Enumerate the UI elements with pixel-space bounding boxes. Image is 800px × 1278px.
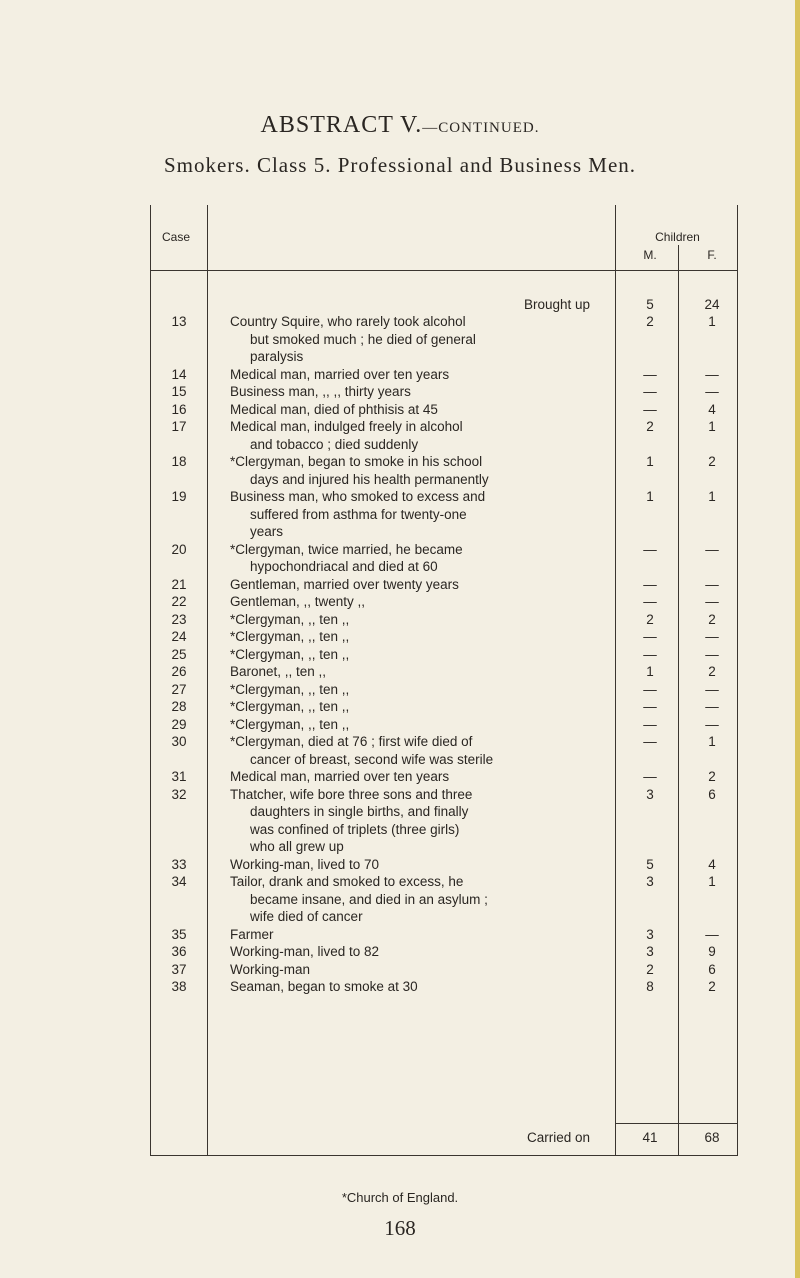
description-line: Baronet, ,, ten ,, xyxy=(230,664,327,679)
case-number: 25 xyxy=(171,646,187,662)
children-female: 1 xyxy=(708,734,716,749)
children-female: 2 xyxy=(708,769,716,784)
children-female: 2 xyxy=(708,454,716,469)
children-female: 4 xyxy=(708,401,716,417)
case-description xyxy=(230,593,600,611)
children-male: — xyxy=(643,541,657,557)
children-male: — xyxy=(643,769,657,784)
description-line: Working-man, lived to 70 xyxy=(230,856,380,872)
children-male: 3 xyxy=(646,874,654,889)
description-line: *Clergyman, died at 76 ; first wife died of xyxy=(230,734,473,749)
children-male: 1 xyxy=(646,489,654,504)
children-male: — xyxy=(643,681,657,697)
children-female: 6 xyxy=(708,961,716,977)
children-female: — xyxy=(705,681,719,697)
children-male: 3 xyxy=(646,926,654,942)
description-line: suffered from asthma for twenty-one xyxy=(250,506,467,522)
case-description xyxy=(230,576,600,594)
description-line: *Clergyman, ,, ten ,, xyxy=(230,681,350,697)
case-description xyxy=(230,646,600,664)
children-female: — xyxy=(705,366,719,382)
case-description xyxy=(230,541,600,576)
brought-up-f: 24 xyxy=(704,297,720,312)
description-line: cancer of breast, second wife was sterile xyxy=(250,751,494,767)
children-female: 1 xyxy=(708,419,716,434)
description-line: *Clergyman, ,, ten ,, xyxy=(230,629,350,644)
title-suffix: —CONTINUED. xyxy=(422,120,540,136)
case-description xyxy=(230,611,600,629)
case-number: 18 xyxy=(171,454,187,469)
case-number: 36 xyxy=(171,944,187,959)
header-case: Case xyxy=(162,230,191,244)
description-line: daughters in single births, and finally xyxy=(250,804,469,819)
description-line: paralysis xyxy=(250,349,304,364)
children-male: — xyxy=(643,716,657,732)
header-rule xyxy=(150,270,738,271)
case-description xyxy=(230,628,600,646)
children-female: — xyxy=(705,646,719,662)
case-description xyxy=(230,733,600,768)
case-description xyxy=(230,418,600,453)
description-line: Country Squire, who rarely took alcohol xyxy=(230,314,466,329)
carried-on-label: Carried on xyxy=(526,1130,590,1145)
children-female: 9 xyxy=(708,944,716,959)
case-number: 29 xyxy=(171,716,187,732)
description-line: *Clergyman, twice married, he became xyxy=(230,541,463,557)
header-children: Children xyxy=(655,230,700,244)
case-description xyxy=(230,681,600,699)
case-description xyxy=(230,943,600,961)
children-female: 2 xyxy=(708,979,716,994)
children-female: — xyxy=(705,716,719,732)
children-female: 1 xyxy=(708,314,716,329)
col-divider-children xyxy=(615,205,616,1155)
description-line: *Clergyman, ,, ten ,, xyxy=(230,716,350,732)
case-number: 37 xyxy=(171,961,187,977)
description-line: Gentleman, ,, twenty ,, xyxy=(230,594,366,609)
children-male: 3 xyxy=(646,786,654,802)
children-female: 1 xyxy=(708,874,716,889)
description-line: Working-man xyxy=(230,961,311,977)
table-bottom-rule xyxy=(150,1155,738,1156)
children-female: — xyxy=(705,699,719,714)
description-line: but smoked much ; he died of general xyxy=(250,331,476,347)
children-male: — xyxy=(643,366,657,382)
description-line: years xyxy=(250,524,284,539)
page-title xyxy=(0,112,800,139)
case-description xyxy=(230,453,600,488)
description-line: Business man, ,, ,, thirty years xyxy=(230,384,411,399)
case-description xyxy=(230,488,600,541)
case-description xyxy=(230,383,600,401)
description-line: Medical man, indulged freely in alcohol xyxy=(230,419,463,434)
case-number: 15 xyxy=(171,384,187,399)
case-number: 31 xyxy=(171,769,187,784)
case-number: 14 xyxy=(171,366,187,382)
children-male: 2 xyxy=(646,961,654,977)
case-description xyxy=(230,926,600,944)
description-line: *Clergyman, ,, ten ,, xyxy=(230,611,350,627)
children-female: — xyxy=(705,384,719,399)
case-description xyxy=(230,961,600,979)
carried-on-m: 41 xyxy=(642,1130,658,1145)
children-female: 2 xyxy=(708,664,716,679)
case-number: 16 xyxy=(171,401,187,417)
description-line: Gentleman, married over twenty years xyxy=(230,576,459,592)
description-line: Business man, who smoked to excess and xyxy=(230,489,486,504)
header-f: F. xyxy=(707,248,717,262)
children-male: 1 xyxy=(646,664,654,679)
case-number: 13 xyxy=(171,314,187,329)
description-line: Seaman, began to smoke at 30 xyxy=(230,979,418,994)
footnote: *Church of England. xyxy=(341,1190,459,1205)
description-line: Medical man, died of phthisis at 45 xyxy=(230,401,438,417)
case-description xyxy=(230,366,600,384)
children-male: 3 xyxy=(646,944,654,959)
case-number: 20 xyxy=(171,541,187,557)
description-line: days and injured his health permanently xyxy=(250,471,489,487)
description-line: wife died of cancer xyxy=(250,909,363,924)
children-male: 1 xyxy=(646,454,654,469)
children-female: 1 xyxy=(708,489,716,504)
children-male: — xyxy=(643,401,657,417)
children-female: 4 xyxy=(708,856,716,872)
case-number: 30 xyxy=(171,734,187,749)
children-female: 2 xyxy=(708,611,716,627)
children-male: — xyxy=(643,594,657,609)
case-description xyxy=(230,786,600,856)
children-female: — xyxy=(705,926,719,942)
page-number: 168 xyxy=(384,1216,416,1240)
brought-up-m: 5 xyxy=(646,297,654,312)
children-female: — xyxy=(705,541,719,557)
title-main: ABSTRACT V. xyxy=(260,112,423,138)
case-number: 23 xyxy=(171,611,187,627)
case-description xyxy=(230,978,600,996)
children-female: — xyxy=(705,594,719,609)
children-male: — xyxy=(643,646,657,662)
description-line: hypochondriacal and died at 60 xyxy=(250,559,438,574)
case-number: 22 xyxy=(171,594,187,609)
case-number: 19 xyxy=(171,489,187,504)
children-male: 8 xyxy=(646,979,654,994)
page-edge xyxy=(795,0,800,1278)
description-line: was confined of triplets (three girls) xyxy=(250,821,460,837)
case-number: 38 xyxy=(171,979,187,994)
description-line: became insane, and died in an asylum ; xyxy=(250,891,488,907)
description-line: *Clergyman, ,, ten ,, xyxy=(230,646,350,662)
description-line: and tobacco ; died suddenly xyxy=(250,436,419,452)
children-male: — xyxy=(643,576,657,592)
case-number: 34 xyxy=(171,874,187,889)
case-number: 27 xyxy=(171,681,187,697)
case-number: 21 xyxy=(171,576,187,592)
case-description xyxy=(230,768,600,786)
children-female: 6 xyxy=(708,786,716,802)
description-line: Medical man, married over ten years xyxy=(230,366,450,382)
case-number: 32 xyxy=(171,786,187,802)
case-number: 24 xyxy=(171,629,187,644)
description-line: *Clergyman, ,, ten ,, xyxy=(230,699,350,714)
case-description xyxy=(230,663,600,681)
description-line: who all grew up xyxy=(250,839,344,854)
case-description xyxy=(230,313,600,366)
case-number: 35 xyxy=(171,926,187,942)
description-line: Working-man, lived to 82 xyxy=(230,944,380,959)
totals-rule xyxy=(615,1123,738,1124)
brought-up-label: Brought up xyxy=(523,297,590,312)
case-description xyxy=(230,716,600,734)
children-female: — xyxy=(705,629,719,644)
children-male: — xyxy=(643,629,657,644)
case-description xyxy=(230,401,600,419)
case-description xyxy=(230,856,600,874)
description-line: Farmer xyxy=(230,926,274,942)
children-male: 2 xyxy=(646,611,654,627)
children-male: 2 xyxy=(646,314,654,329)
children-male: 5 xyxy=(646,856,654,872)
case-number: 17 xyxy=(171,419,187,434)
header-m: M. xyxy=(643,248,657,262)
case-number: 33 xyxy=(171,856,187,872)
carried-on-f: 68 xyxy=(704,1130,720,1145)
description-line: Medical man, married over ten years xyxy=(230,769,450,784)
children-male: — xyxy=(643,699,657,714)
description-line: Thatcher, wife bore three sons and three xyxy=(230,786,473,802)
page-subtitle: Smokers. Class 5. Professional and Business Men. xyxy=(163,153,637,177)
description-line: *Clergyman, began to smoke in his school xyxy=(230,454,483,469)
case-description xyxy=(230,698,600,716)
children-female: — xyxy=(705,576,719,592)
case-number: 26 xyxy=(171,664,187,679)
children-male: 2 xyxy=(646,419,654,434)
description-line: Tailor, drank and smoked to excess, he xyxy=(230,874,464,889)
children-male: — xyxy=(643,384,657,399)
case-description xyxy=(230,873,600,926)
children-male: — xyxy=(643,734,657,749)
case-number: 28 xyxy=(171,699,187,714)
